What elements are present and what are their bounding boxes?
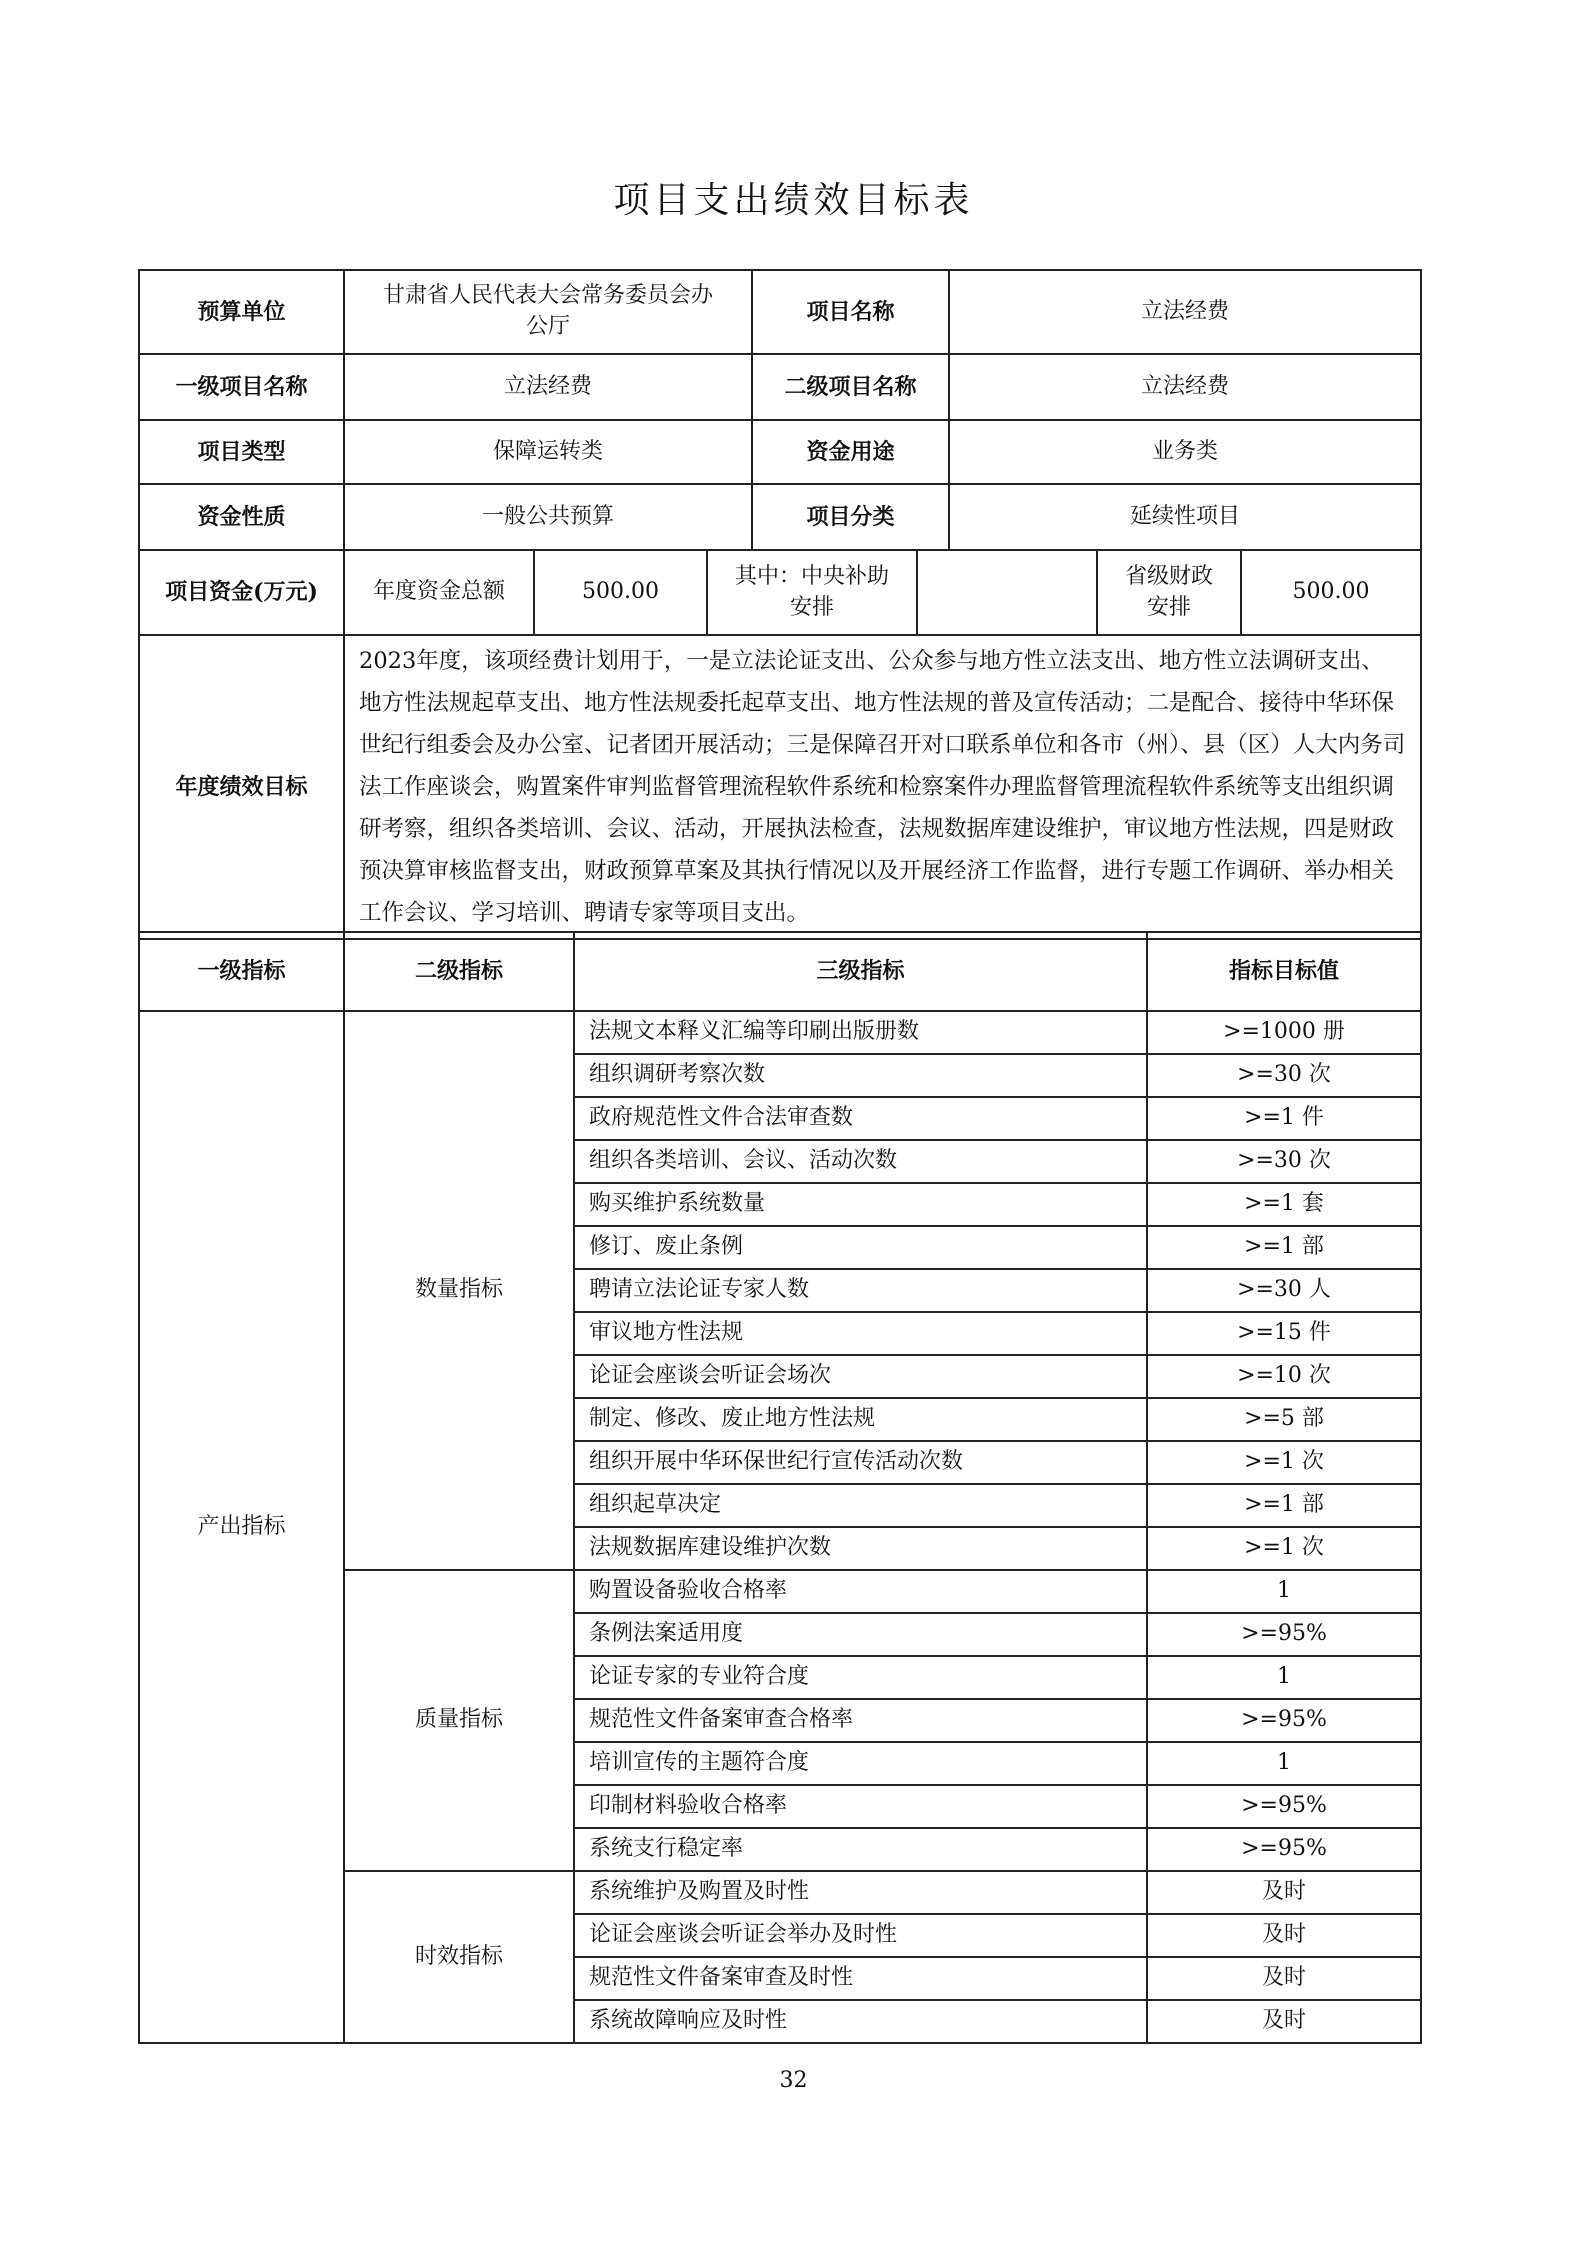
- target-value-cell: 及时: [1147, 1957, 1421, 2000]
- header-level1: 一级指标: [139, 932, 344, 1011]
- level3-indicator-cell: 组织起草决定: [574, 1484, 1147, 1527]
- level3-indicator-cell: 培训宣传的主题符合度: [574, 1742, 1147, 1785]
- goal-row: [139, 635, 1421, 939]
- target-value-cell: >=1 部: [1147, 1226, 1421, 1269]
- fund-use-value: 业务类: [949, 420, 1421, 484]
- level3-indicator-cell: 审议地方性法规: [574, 1312, 1147, 1355]
- target-value-cell: 1: [1147, 1742, 1421, 1785]
- indicators-header-row: [139, 932, 1421, 1011]
- target-value-cell: >=30 人: [1147, 1269, 1421, 1312]
- target-value-cell: >=15 件: [1147, 1312, 1421, 1355]
- project-category-label: 项目分类: [752, 484, 949, 550]
- level3-indicator-cell: 法规数据库建设维护次数: [574, 1527, 1147, 1570]
- fund-nature-value: 一般公共预算: [344, 484, 752, 550]
- target-value-cell: 1: [1147, 1656, 1421, 1699]
- level3-indicator-cell: 论证会座谈会听证会举办及时性: [574, 1914, 1147, 1957]
- level3-indicator-cell: 系统维护及购置及时性: [574, 1871, 1147, 1914]
- target-value-cell: >=95%: [1147, 1613, 1421, 1656]
- level1-name-label: 一级项目名称: [139, 354, 344, 420]
- level2-indicator-cell: 质量指标: [344, 1570, 574, 1871]
- level3-indicator-cell: 规范性文件备案审查及时性: [574, 1957, 1147, 2000]
- budget-unit-line1: 甘肃省人民代表大会常务委员会办: [382, 283, 713, 309]
- indicator-row: [139, 1011, 1421, 1054]
- header-target: 指标目标值: [1147, 932, 1421, 1011]
- level3-indicator-cell: 购买维护系统数量: [574, 1183, 1147, 1226]
- funds-row: [139, 550, 1421, 635]
- fund-use-label: 资金用途: [752, 420, 949, 484]
- level3-indicator-cell: 组织开展中华环保世纪行宣传活动次数: [574, 1441, 1147, 1484]
- target-value-cell: 及时: [1147, 1914, 1421, 1957]
- target-value-cell: >=1000 册: [1147, 1011, 1421, 1054]
- target-value-cell: >=5 部: [1147, 1398, 1421, 1441]
- annual-goal-table: [138, 634, 1422, 940]
- target-value-cell: 及时: [1147, 1871, 1421, 1914]
- level3-indicator-cell: 规范性文件备案审查合格率: [574, 1699, 1147, 1742]
- provincial-funds-label: [1097, 550, 1241, 635]
- level3-indicator-cell: 系统故障响应及时性: [574, 2000, 1147, 2043]
- target-value-cell: 1: [1147, 1570, 1421, 1613]
- central-subsidy-label-line2: 安排: [789, 594, 834, 620]
- level3-indicator-cell: 购置设备验收合格率: [574, 1570, 1147, 1613]
- target-value-cell: >=1 次: [1147, 1441, 1421, 1484]
- level3-indicator-cell: 条例法案适用度: [574, 1613, 1147, 1656]
- target-value-cell: >=1 套: [1147, 1183, 1421, 1226]
- level3-indicator-cell: 制定、修改、废止地方性法规: [574, 1398, 1147, 1441]
- level3-indicator-cell: 法规文本释义汇编等印刷出版册数: [574, 1011, 1147, 1054]
- target-value-cell: >=30 次: [1147, 1054, 1421, 1097]
- provincial-funds-value: 500.00: [1241, 550, 1421, 635]
- indicators-table: [138, 931, 1422, 2044]
- budget-unit-line2: 公厅: [525, 314, 570, 339]
- fund-nature-label: 资金性质: [139, 484, 344, 550]
- info-row: [139, 484, 1421, 550]
- project-type-label: 项目类型: [139, 420, 344, 484]
- project-type-value: 保障运转类: [344, 420, 752, 484]
- level3-indicator-cell: 论证会座谈会听证会场次: [574, 1355, 1147, 1398]
- target-value-cell: >=10 次: [1147, 1355, 1421, 1398]
- level3-indicator-cell: 印制材料验收合格率: [574, 1785, 1147, 1828]
- project-name-label: 项目名称: [752, 270, 949, 354]
- target-value-cell: >=1 件: [1147, 1097, 1421, 1140]
- target-value-cell: >=95%: [1147, 1828, 1421, 1871]
- central-subsidy-label: [707, 550, 917, 635]
- project-category-value: 延续性项目: [949, 484, 1421, 550]
- level1-name-value: 立法经费: [344, 354, 752, 420]
- annual-total-value: 500.00: [534, 550, 707, 635]
- info-row: [139, 354, 1421, 420]
- level3-indicator-cell: 聘请立法论证专家人数: [574, 1269, 1147, 1312]
- target-value-cell: 及时: [1147, 2000, 1421, 2043]
- target-value-cell: >=95%: [1147, 1785, 1421, 1828]
- annual-goal-label: 年度绩效目标: [139, 635, 344, 939]
- level3-indicator-cell: 组织各类培训、会议、活动次数: [574, 1140, 1147, 1183]
- central-subsidy-label-line1: 其中：中央补助: [734, 563, 889, 589]
- level3-indicator-cell: 政府规范性文件合法审查数: [574, 1097, 1147, 1140]
- project-funds-label: 项目资金(万元): [139, 550, 344, 635]
- info-row: [139, 420, 1421, 484]
- level2-indicator-cell: 数量指标: [344, 1011, 574, 1570]
- level2-name-value: 立法经费: [949, 354, 1421, 420]
- provincial-funds-label-line2: 安排: [1146, 594, 1191, 620]
- level1-indicator-cell: 产出指标: [139, 1011, 344, 2043]
- page-title: 项目支出绩效目标表: [613, 180, 974, 221]
- level3-indicator-cell: 组织调研考察次数: [574, 1054, 1147, 1097]
- project-info-table: [138, 269, 1422, 551]
- level3-indicator-cell: 系统支行稳定率: [574, 1828, 1147, 1871]
- target-value-cell: >=1 部: [1147, 1484, 1421, 1527]
- target-value-cell: >=1 次: [1147, 1527, 1421, 1570]
- level2-indicator-cell: 时效指标: [344, 1871, 574, 2043]
- annual-total-label: 年度资金总额: [344, 550, 534, 635]
- budget-unit-value: [344, 270, 752, 354]
- central-subsidy-value: [917, 550, 1097, 635]
- level2-name-label: 二级项目名称: [752, 354, 949, 420]
- annual-goal-text: 2023年度，该项经费计划用于，一是立法论证支出、公众参与地方性立法支出、地方性立法调研支出、地方性法规起草支出、地方性法规委托起草支出、地方性法规的普及宣传活动；二是配合、接待中华环保世纪行组委会及办公室、记者团开展活动；三是保障召开对口联系单位和各市（州）、县（区）人大内务司法工作座谈会，购置案件审判监督管理流程软件系统和检察案件办理监督管理流程软件系统等支出组织调研考察，组织各类培训、会议、活动，开展执法检查，法规数据库建设维护，审议地方性法规，四是财政预决算审核监督支出，财政预算草案及其执行情况以及开展经济工作监督，进行专题工作调研、举办相关工作会议、学习培训、聘请专家等项目支出。: [344, 635, 1421, 939]
- budget-unit-label: 预算单位: [139, 270, 344, 354]
- page-number: 32: [779, 2068, 808, 2093]
- level3-indicator-cell: 论证专家的专业符合度: [574, 1656, 1147, 1699]
- info-row: [139, 270, 1421, 354]
- header-level3: 三级指标: [574, 932, 1147, 1011]
- project-name-value: 立法经费: [949, 270, 1421, 354]
- level3-indicator-cell: 修订、废止条例: [574, 1226, 1147, 1269]
- header-level2: 二级指标: [344, 932, 574, 1011]
- target-value-cell: >=95%: [1147, 1699, 1421, 1742]
- provincial-funds-label-line1: 省级财政: [1124, 563, 1213, 589]
- project-funds-table: [138, 549, 1422, 636]
- target-value-cell: >=30 次: [1147, 1140, 1421, 1183]
